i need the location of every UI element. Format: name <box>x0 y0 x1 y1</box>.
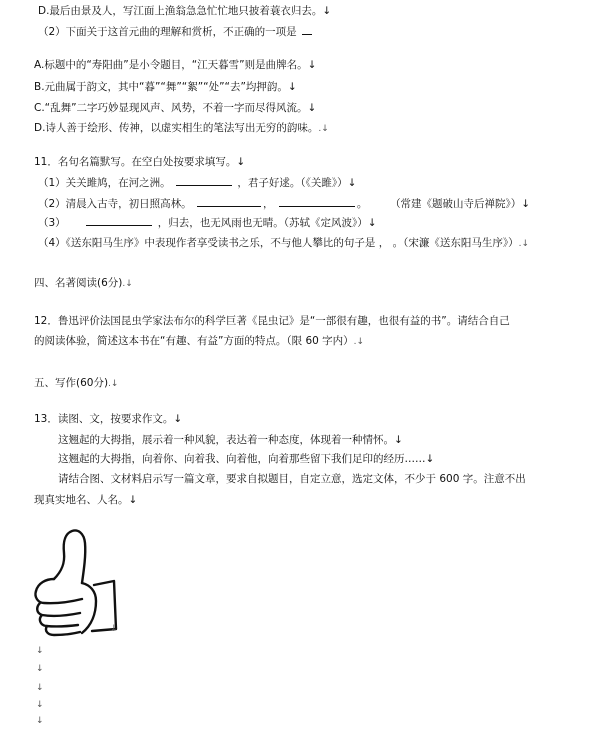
question-12-line-2 <box>34 334 592 349</box>
question-13-paragraph-3-cont: 现真实地名、人名。↓ <box>34 494 138 506</box>
q11-1-suffix: ，君子好逑。（《关雎》）↓ <box>237 177 357 189</box>
return-mark: .↓ <box>108 379 119 389</box>
return-mark: .↓ <box>353 337 365 347</box>
fill-blank <box>197 196 261 207</box>
option-d-previous: D.最后由景及人，写江面上渔翁急急忙忙地只披着蓑衣归去。↓ <box>38 5 332 17</box>
q11-2-period: 。 <box>356 198 368 210</box>
q11-2-comma: ， <box>263 198 274 210</box>
return-mark: .↓ <box>122 279 133 289</box>
option-c: C.“乱舞”二字巧妙显现风声、风势，不着一字而尽得风流。↓ <box>34 102 317 114</box>
thumbs-up-icon <box>30 525 122 637</box>
section-4-heading <box>34 276 592 291</box>
section-5-text: 五、写作(60分) <box>34 377 109 389</box>
empty-paragraph-mark: ↓ <box>36 664 44 674</box>
q11-2-source: （常建《题破山寺后禅院》）↓ <box>390 198 531 210</box>
option-a: A.标题中的“寿阳曲”是小令题目，“江天暮雪”则是曲牌名。↓ <box>34 59 317 71</box>
question-10-2-stem <box>38 24 592 39</box>
question-13-stem: 13．读图、文，按要求作文。↓ <box>34 413 183 425</box>
question-10-2-text: （2）下面关于这首元曲的理解和赏析，不正确的一项是 <box>38 26 297 38</box>
question-11-1 <box>38 175 592 190</box>
section-4-text: 四、名著阅读(6分) <box>34 277 123 289</box>
return-mark: .↓ <box>518 239 530 249</box>
return-mark: ↓ <box>110 624 118 634</box>
empty-paragraph-mark: ↓ <box>36 700 44 710</box>
q11-3-prefix: （3） <box>38 217 66 229</box>
fill-blank <box>279 196 355 207</box>
fill-blank <box>176 175 232 186</box>
q12-text: 的阅读体验，简述这本书在“有趣、有益”方面的特点。（限 60 字内） <box>34 335 354 347</box>
option-b: B.元曲属于韵文，其中“暮”“舞”“絮”“处”“去”均押韵。↓ <box>34 81 297 93</box>
question-13-paragraph-1: 这翘起的大拇指，展示着一种风貌，表达着一种态度，体现着一种情怀。↓ <box>58 434 403 446</box>
section-5-heading <box>34 376 592 391</box>
q11-1-prefix: （1）关关雎鸠，在河之洲。 <box>38 177 171 189</box>
empty-paragraph-mark: ↓ <box>36 716 44 726</box>
return-mark: .↓ <box>318 124 329 134</box>
q11-3-suffix: ，归去，也无风雨也无晴。（苏轼《定风波》）↓ <box>157 217 377 229</box>
empty-paragraph-mark: ↓ <box>36 646 44 656</box>
question-11-2 <box>38 196 592 211</box>
question-11-4 <box>38 236 592 251</box>
option-d-text: D.诗人善于绘形、传神，以虚实相生的笔法写出无穷的韵味。 <box>34 122 319 134</box>
q11-4-text: （4）《送东阳马生序》中表现作者享受读书之乐，不与他人攀比的句子是 ， 。（宋濂《送东阳马生序》） <box>38 237 519 249</box>
question-11-stem: 11．名句名篇默写。在空白处按要求填写。↓ <box>34 156 246 168</box>
question-12-line-1: 12．鲁迅评价法国昆虫学家法布尔的科学巨著《昆虫记》是“一部很有趣，也很有益的书”。请结合自己 <box>34 315 510 327</box>
option-d <box>34 121 592 136</box>
fill-blank <box>86 215 152 226</box>
q11-2-prefix: （2）清晨入古寺，初日照高林。 <box>38 198 192 210</box>
question-11-3 <box>38 215 592 230</box>
answer-blank <box>302 24 312 35</box>
question-13-paragraph-2: 这翘起的大拇指，向着你、向着我、向着他，向着那些留下我们足印的经历……↓ <box>58 453 435 465</box>
question-13-paragraph-3: 请结合图、文材料启示写一篇文章，要求自拟题目，自定立意，选定文体，不少于 600 字。注意不出 <box>58 473 526 485</box>
empty-paragraph-mark: ↓ <box>36 683 44 693</box>
